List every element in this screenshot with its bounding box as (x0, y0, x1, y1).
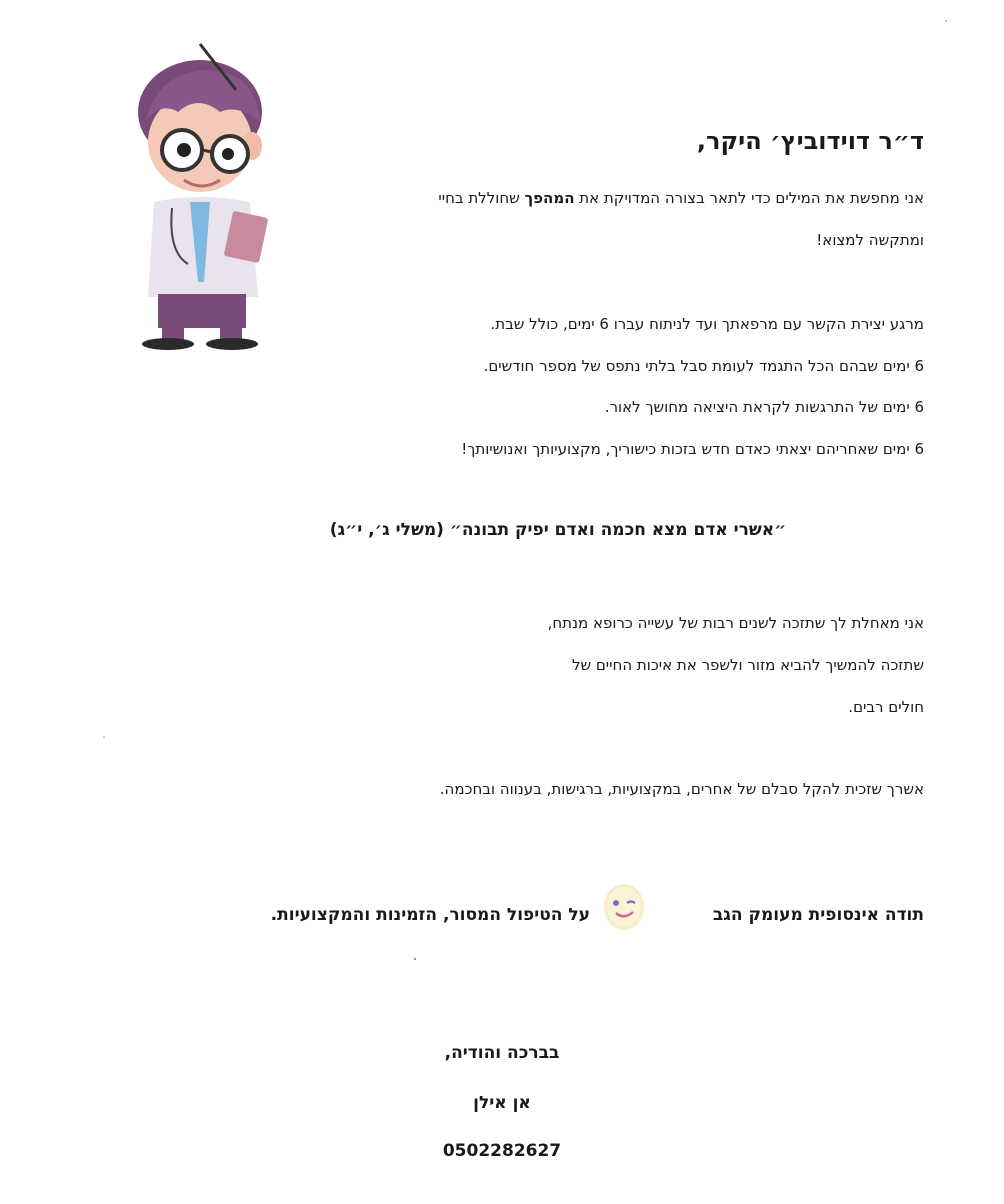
intro-text-end: שחוללת בחיי (438, 189, 525, 207)
proverb-quote: ״אשרי אדם מצא חכמה ואדם יפיק תבונה״ (משלי ג׳, י״ג) (329, 520, 787, 540)
days-line: 6 ימים של התרגשות לקראת היציאה מחושך לאור. (604, 398, 924, 416)
signature-name: אן אילן (473, 1093, 531, 1113)
wish-line: שתזכה להמשיך להביא מזור ולשפר את איכות החיים של (571, 656, 924, 674)
thanks-line-start: תודה אינסופית מעומק הגב (712, 905, 924, 925)
intro-bold-word: המהפך (524, 189, 575, 207)
wish-line: חולים רבים. (848, 698, 924, 716)
intro-line-1 (438, 188, 924, 208)
scan-speck (414, 958, 416, 960)
intro-text-start: אני מחפשת את המילים כדי לתאר בצורה המדויקת את (574, 189, 924, 207)
wish-line: אני מאחלת לך שתזכה לשנים רבות של עשייה כרופא מנתח, (547, 614, 924, 632)
praise-line: אשרך שזכית להקל סבלם של אחרים, במקצועיות, ברגישות, בענווה ובחכמה. (439, 780, 924, 798)
closing-line: בברכה והודיה, (444, 1043, 560, 1063)
winking-smiley-icon (602, 882, 646, 932)
scan-speck (945, 20, 947, 22)
cartoon-doctor-icon (128, 42, 278, 352)
scan-speck (103, 736, 105, 738)
thanks-line-end: על הטיפול המסור, הזמינות והמקצועיות. (270, 905, 590, 925)
days-line: 6 ימים שבהם הכל התגמד לעומת סבל בלתי נתפס של מספר חודשים. (483, 357, 924, 375)
phone-number: 0502282627 (442, 1141, 562, 1161)
intro-line-2: ומתקשה למצוא! (816, 231, 924, 249)
greeting-heading: ד״ר דוידוביץ׳ היקר, (696, 127, 924, 155)
days-line: 6 ימים שאחריהם יצאתי כאדם חדש בזכות כישוריך, מקצועיותך ואנושיותך! (461, 440, 924, 458)
days-line: מרגע יצירת הקשר עם מרפאתך ועד לניתוח עברו 6 ימים, כולל שבת. (490, 315, 924, 333)
